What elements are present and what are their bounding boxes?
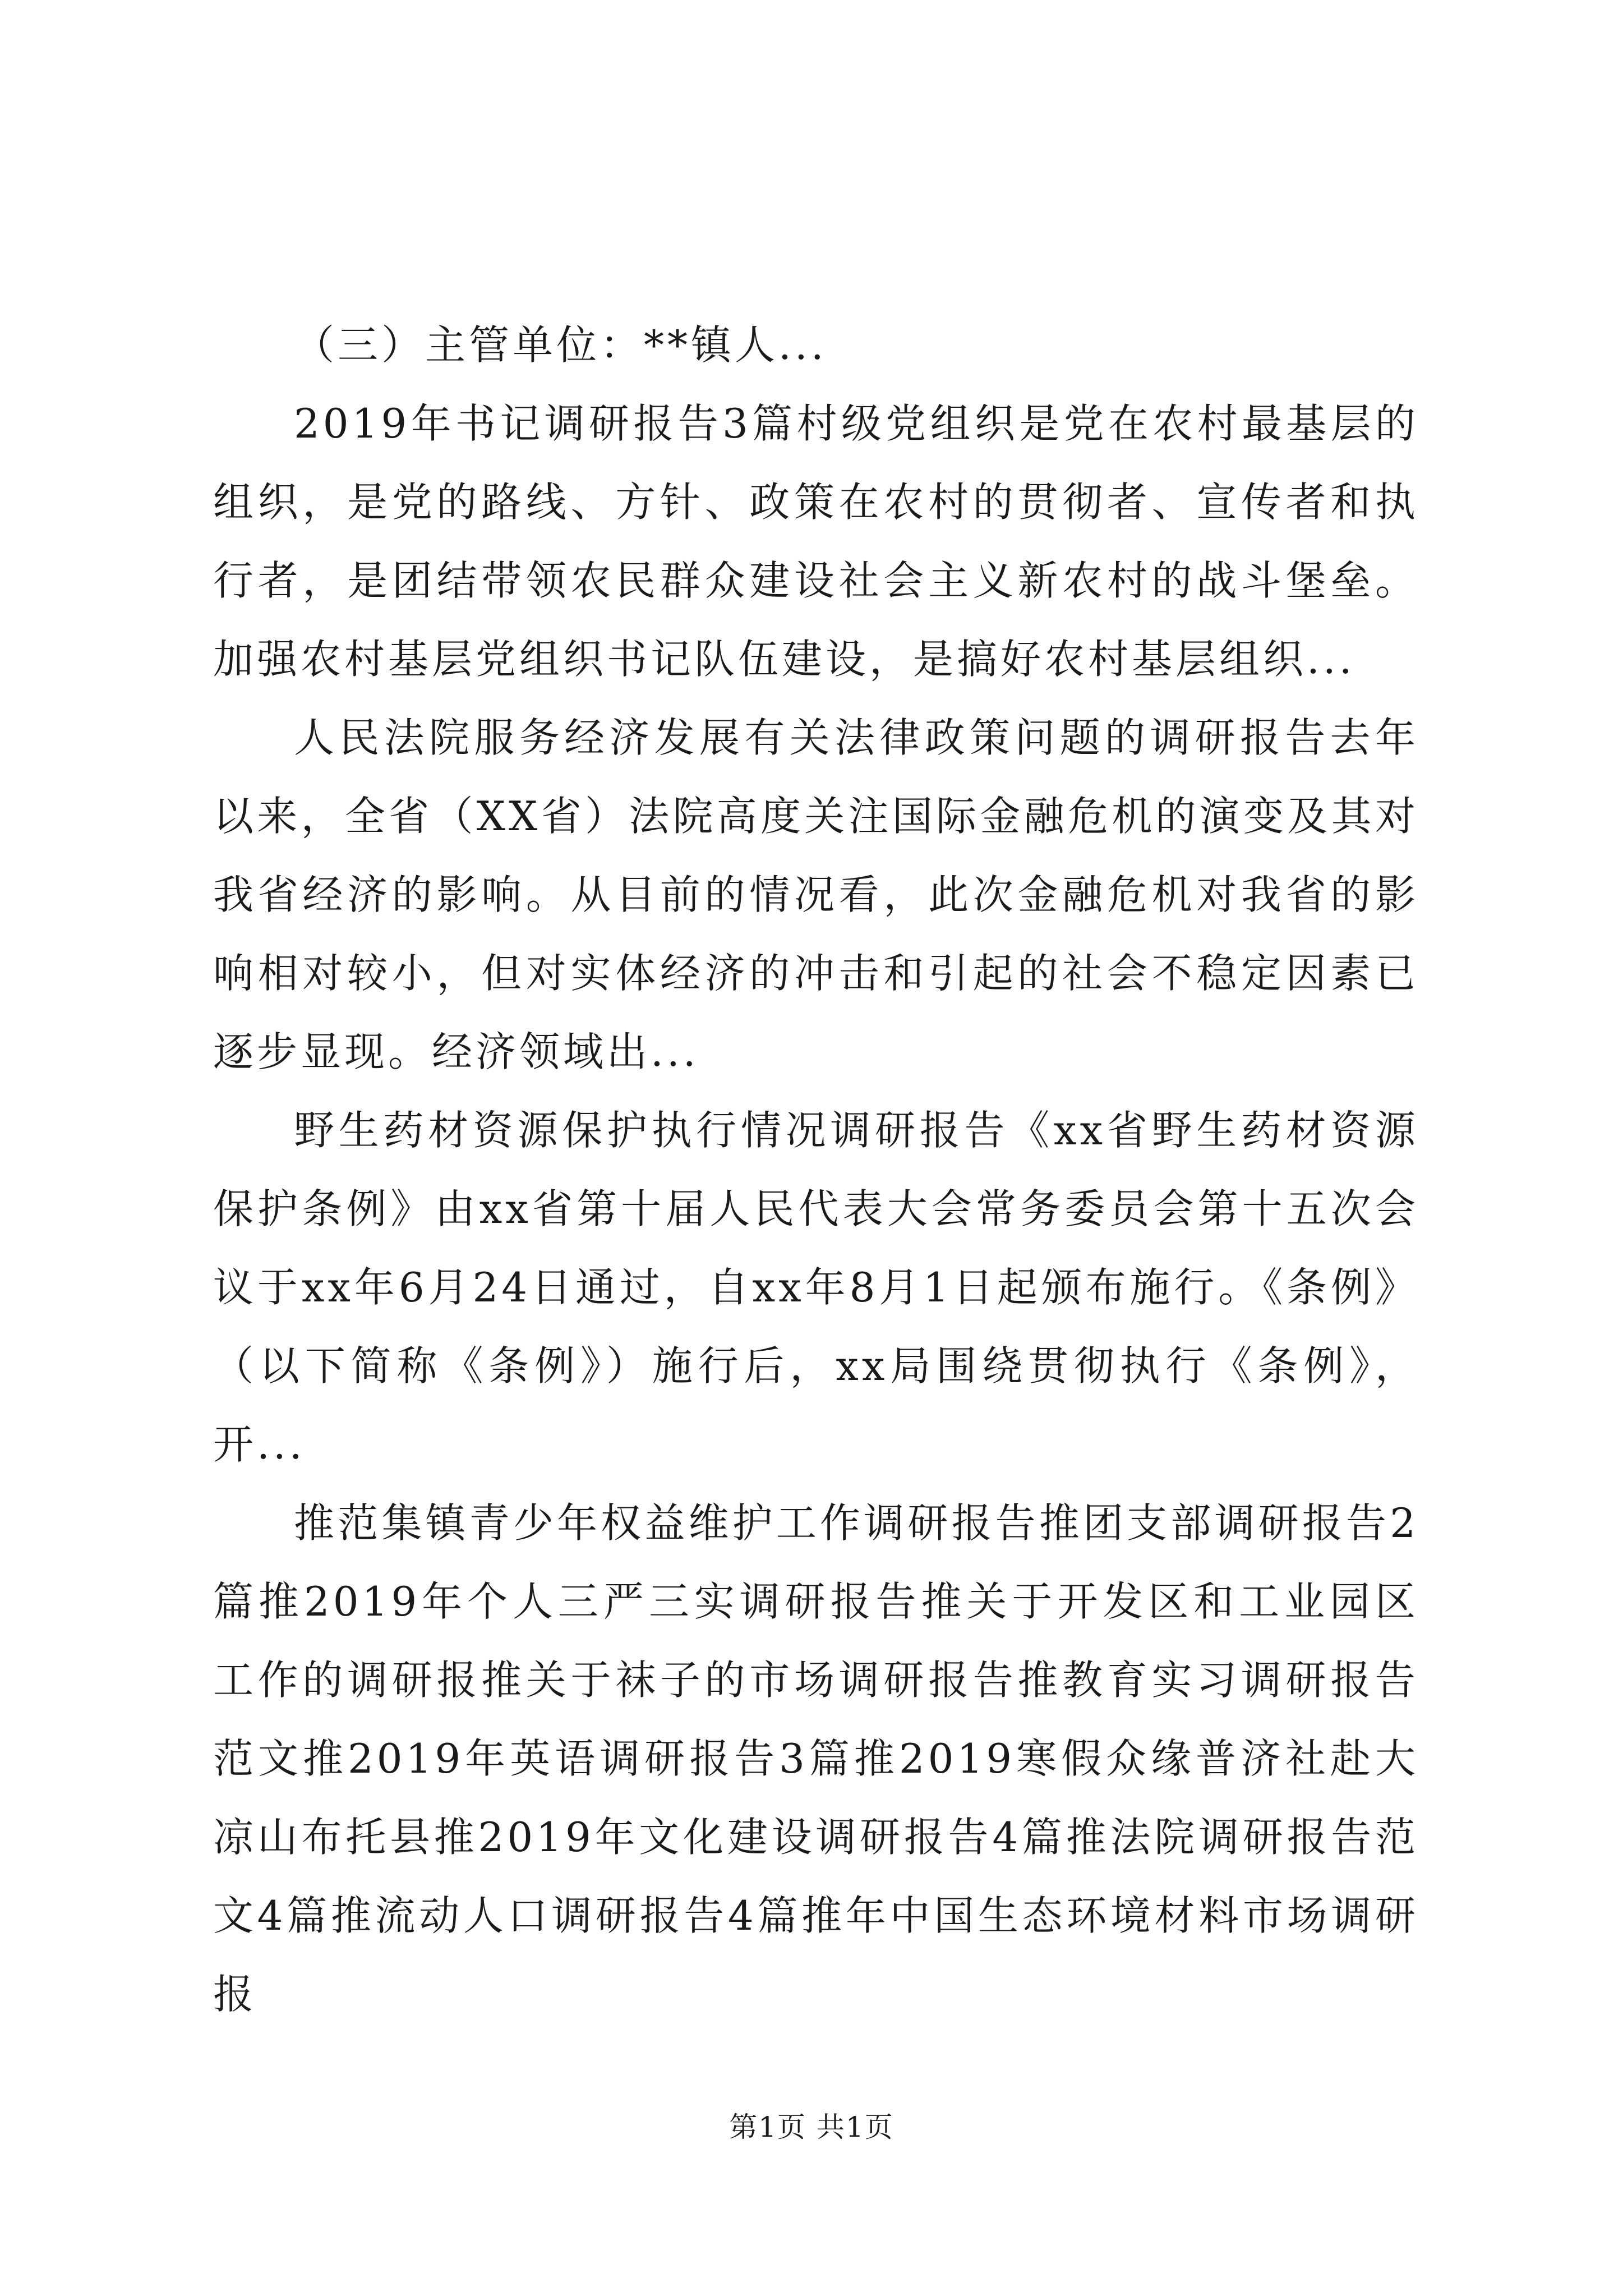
paragraph-court-report: 人民法院服务经济发展有关法律政策问题的调研报告去年以来，全省（XX省）法院高度关注国际金融危机的演变及其对我省经济的影响。从目前的情况看，此次金融危机对我省的影响相对较小，但对实体经济的冲击和引起的社会不稳定因素已逐步显现。经济领域出... — [213, 714, 1419, 1075]
page-footer: 第1页 共1页 — [729, 2111, 894, 2143]
paragraph-herb-resources-report: 野生药材资源保护执行情况调研报告《xx省野生药材资源保护条例》由xx省第十届人民代表大会常务委员会第十五次会议于xx年6月24日通过，自xx年8月1日起颁布施行。《条例》（以下简称《条例》）施行后，xx局围绕贯彻执行《条例》，开... — [213, 1107, 1419, 1468]
paragraph-recommended-list: 推范集镇青少年权益维护工作调研报告推团支部调研报告2篇推2019年个人三严三实调研报告推关于开发区和工业园区工作的调研报推关于袜子的市场调研报告推教育实习调研报告范文推2019年英语调研报告3篇推2019寒假众缘普济社赴大凉山布托县推2019年文化建设调研报告4篇推法院调研报告范文4篇推流动人口调研报告4篇推年中国生态环境材料市场调研报 — [213, 1499, 1419, 2018]
paragraph-supervising-unit: （三）主管单位：**镇人... — [294, 321, 827, 369]
paragraph-secretary-report: 2019年书记调研报告3篇村级党组织是党在农村最基层的组织，是党的路线、方针、政策在农村的贯彻者、宣传者和执行者，是团结带领农民群众建设社会主义新农村的战斗堡垒。加强农村基层党组织书记队伍建设，是搞好农村基层组织... — [213, 400, 1419, 683]
document-body — [213, 306, 1419, 2033]
